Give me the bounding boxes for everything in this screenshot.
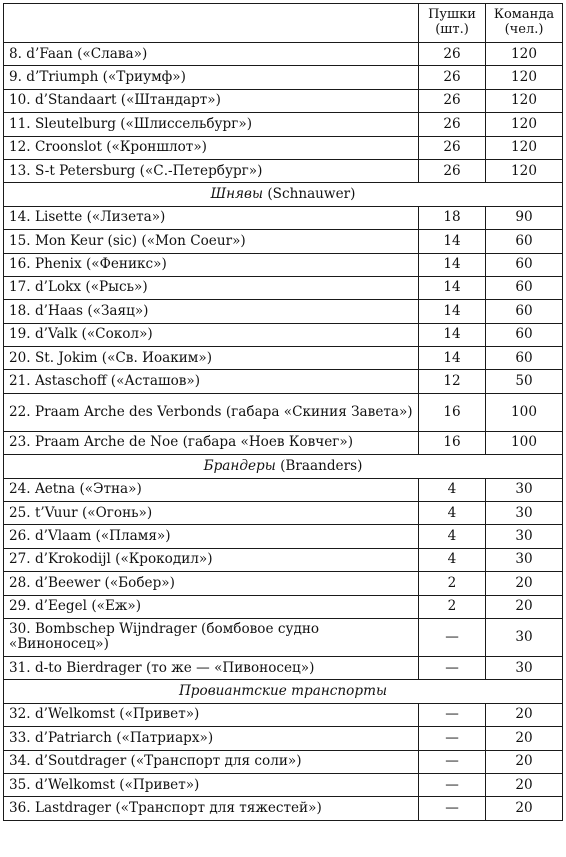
crew-cell: 20 bbox=[486, 595, 563, 618]
table-row bbox=[4, 572, 563, 595]
ship-name-cell: 10. d’Standaart («Штандарт») bbox=[4, 89, 419, 112]
crew-cell: 90 bbox=[486, 206, 563, 229]
crew-cell: 60 bbox=[486, 276, 563, 299]
ship-name-cell: 23. Praam Arche de Noe (габара «Ноев Ковчег») bbox=[4, 431, 419, 454]
guns-cell: 14 bbox=[419, 276, 486, 299]
guns-cell: 26 bbox=[419, 43, 486, 66]
ship-name-cell: 17. d’Lokx («Рысь») bbox=[4, 276, 419, 299]
ship-name-cell: 30. Bombschep Wijndrager (бомбовое судно «Виноносец») bbox=[4, 618, 419, 656]
ship-name-cell: 8. d’Faan («Слава») bbox=[4, 43, 419, 66]
header-guns: Пушки (шт.) bbox=[419, 4, 486, 43]
ship-name-cell: 20. St. Jokim («Св. Иоаким») bbox=[4, 347, 419, 370]
ship-name-cell: 11. Sleutelburg («Шлиссельбург») bbox=[4, 113, 419, 136]
crew-cell: 120 bbox=[486, 136, 563, 159]
guns-cell: 26 bbox=[419, 66, 486, 89]
crew-cell: 120 bbox=[486, 89, 563, 112]
ship-name-cell: 25. t’Vuur («Огонь») bbox=[4, 502, 419, 525]
section-header-row bbox=[4, 680, 563, 703]
header-crew: Команда (чел.) bbox=[486, 4, 563, 43]
guns-cell: 4 bbox=[419, 548, 486, 571]
crew-cell: 120 bbox=[486, 159, 563, 182]
header-name-cell bbox=[4, 4, 419, 43]
table-row bbox=[4, 656, 563, 679]
ship-name-cell: 16. Phenix («Феникс») bbox=[4, 253, 419, 276]
table-row bbox=[4, 206, 563, 229]
crew-cell: 60 bbox=[486, 230, 563, 253]
guns-cell: 12 bbox=[419, 370, 486, 393]
guns-cell: 14 bbox=[419, 300, 486, 323]
crew-cell: 60 bbox=[486, 253, 563, 276]
ship-name-cell: 36. Lastdrager («Транспорт для тяжестей») bbox=[4, 797, 419, 820]
table-row bbox=[4, 347, 563, 370]
table-row bbox=[4, 113, 563, 136]
guns-cell: 26 bbox=[419, 89, 486, 112]
table-row bbox=[4, 66, 563, 89]
ship-name-cell: 13. S-t Petersburg («С.-Петербург») bbox=[4, 159, 419, 182]
crew-cell: 50 bbox=[486, 370, 563, 393]
guns-cell: 14 bbox=[419, 347, 486, 370]
table-row bbox=[4, 230, 563, 253]
ship-name-cell: 29. d’Eegel («Еж») bbox=[4, 595, 419, 618]
ship-name-cell: 28. d’Beewer («Бобер») bbox=[4, 572, 419, 595]
ship-name-cell: 34. d’Soutdrager («Транспорт для соли») bbox=[4, 750, 419, 773]
ship-name-cell: 19. d’Valk («Сокол») bbox=[4, 323, 419, 346]
crew-cell: 30 bbox=[486, 502, 563, 525]
ship-name-cell: 33. d’Patriarch («Патриарх») bbox=[4, 727, 419, 750]
crew-cell: 30 bbox=[486, 478, 563, 501]
guns-cell: — bbox=[419, 797, 486, 820]
table-row bbox=[4, 727, 563, 750]
ship-name-cell: 18. d’Haas («Заяц») bbox=[4, 300, 419, 323]
guns-cell: — bbox=[419, 656, 486, 679]
ship-name-cell: 32. d’Welkomst («Привет») bbox=[4, 703, 419, 726]
crew-cell: 20 bbox=[486, 773, 563, 796]
guns-cell: — bbox=[419, 773, 486, 796]
ship-name-cell: 26. d’Vlaam («Пламя») bbox=[4, 525, 419, 548]
table-row bbox=[4, 773, 563, 796]
crew-cell: 120 bbox=[486, 66, 563, 89]
ship-name-cell: 12. Croonslot («Кроншлот») bbox=[4, 136, 419, 159]
table-row bbox=[4, 502, 563, 525]
table-row bbox=[4, 136, 563, 159]
crew-cell: 60 bbox=[486, 347, 563, 370]
guns-cell: 14 bbox=[419, 323, 486, 346]
ship-name-cell: 22. Praam Arche des Verbonds (габара «Скиния Завета») bbox=[4, 393, 419, 431]
table-row bbox=[4, 548, 563, 571]
guns-cell: 26 bbox=[419, 113, 486, 136]
ship-name-cell: 31. d-to Bierdrager (то же — «Пивоносец») bbox=[4, 656, 419, 679]
table-row bbox=[4, 323, 563, 346]
crew-cell: 20 bbox=[486, 727, 563, 750]
crew-cell: 120 bbox=[486, 43, 563, 66]
table-row bbox=[4, 276, 563, 299]
section-title: Брандеры bbox=[203, 457, 276, 474]
guns-cell: 16 bbox=[419, 431, 486, 454]
guns-cell: 14 bbox=[419, 253, 486, 276]
section-header bbox=[4, 455, 563, 478]
guns-cell: 4 bbox=[419, 478, 486, 501]
section-title: Провиантские транспорты bbox=[178, 682, 388, 699]
crew-cell: 20 bbox=[486, 703, 563, 726]
section-title-suffix: (Schnauwer) bbox=[263, 185, 356, 202]
crew-cell: 20 bbox=[486, 750, 563, 773]
section-title-suffix: (Braanders) bbox=[275, 457, 363, 474]
table-row bbox=[4, 525, 563, 548]
guns-cell: — bbox=[419, 703, 486, 726]
crew-cell: 60 bbox=[486, 300, 563, 323]
table-body bbox=[4, 43, 563, 821]
table-row bbox=[4, 478, 563, 501]
section-title: Шнявы bbox=[210, 185, 264, 202]
crew-cell: 60 bbox=[486, 323, 563, 346]
table-row bbox=[4, 159, 563, 182]
table-row bbox=[4, 703, 563, 726]
section-header-row bbox=[4, 183, 563, 206]
crew-cell: 20 bbox=[486, 797, 563, 820]
guns-cell: 26 bbox=[419, 136, 486, 159]
guns-cell: 4 bbox=[419, 502, 486, 525]
table-row bbox=[4, 300, 563, 323]
header-row bbox=[4, 4, 563, 43]
guns-cell: — bbox=[419, 750, 486, 773]
crew-cell: 20 bbox=[486, 572, 563, 595]
table-row bbox=[4, 393, 563, 431]
table-row bbox=[4, 253, 563, 276]
table-row bbox=[4, 618, 563, 656]
ships-table bbox=[3, 3, 563, 821]
table-row bbox=[4, 370, 563, 393]
table-row bbox=[4, 750, 563, 773]
guns-cell: 26 bbox=[419, 159, 486, 182]
guns-cell: — bbox=[419, 727, 486, 750]
table-header bbox=[4, 4, 563, 43]
guns-cell: — bbox=[419, 618, 486, 656]
guns-cell: 16 bbox=[419, 393, 486, 431]
guns-cell: 2 bbox=[419, 595, 486, 618]
section-header bbox=[4, 183, 563, 206]
crew-cell: 30 bbox=[486, 618, 563, 656]
table-row bbox=[4, 89, 563, 112]
ship-name-cell: 27. d’Krokodijl («Крокодил») bbox=[4, 548, 419, 571]
crew-cell: 30 bbox=[486, 656, 563, 679]
ship-name-cell: 21. Astaschoff («Асташов») bbox=[4, 370, 419, 393]
crew-cell: 120 bbox=[486, 113, 563, 136]
section-header-row bbox=[4, 455, 563, 478]
guns-cell: 14 bbox=[419, 230, 486, 253]
crew-cell: 100 bbox=[486, 431, 563, 454]
table-row bbox=[4, 431, 563, 454]
crew-cell: 30 bbox=[486, 548, 563, 571]
table-row bbox=[4, 595, 563, 618]
ship-name-cell: 24. Aetna («Этна») bbox=[4, 478, 419, 501]
guns-cell: 18 bbox=[419, 206, 486, 229]
table-row bbox=[4, 43, 563, 66]
ship-name-cell: 35. d’Welkomst («Привет») bbox=[4, 773, 419, 796]
guns-cell: 2 bbox=[419, 572, 486, 595]
ship-name-cell: 14. Lisette («Лизета») bbox=[4, 206, 419, 229]
crew-cell: 30 bbox=[486, 525, 563, 548]
ship-name-cell: 15. Mon Keur (sic) («Mon Coeur») bbox=[4, 230, 419, 253]
guns-cell: 4 bbox=[419, 525, 486, 548]
crew-cell: 100 bbox=[486, 393, 563, 431]
ship-name-cell: 9. d’Triumph («Триумф») bbox=[4, 66, 419, 89]
section-header bbox=[4, 680, 563, 703]
table-row bbox=[4, 797, 563, 820]
